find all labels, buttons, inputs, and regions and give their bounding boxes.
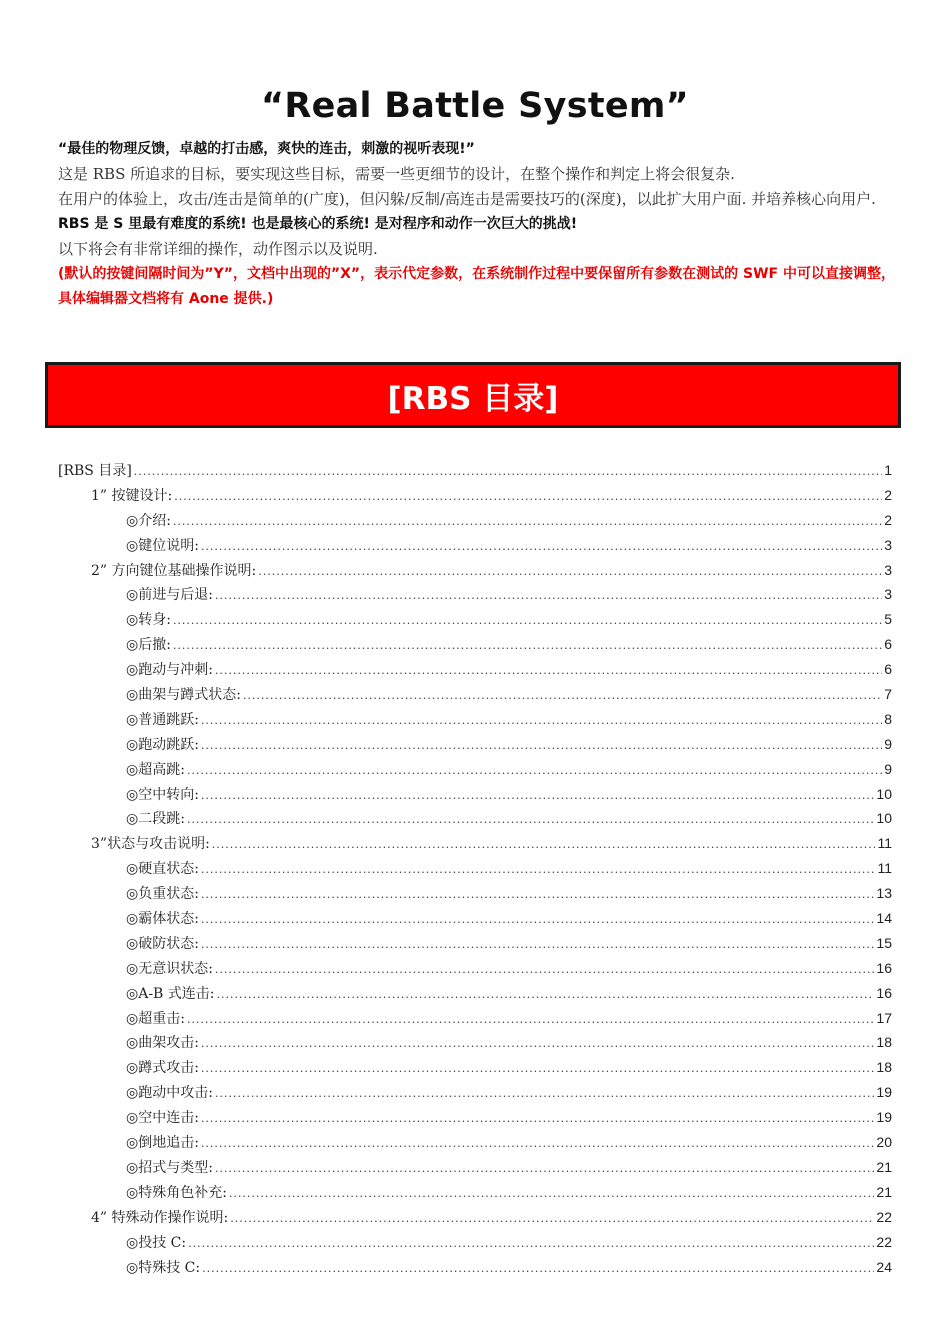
toc-leader: [134, 465, 882, 478]
toc-entry-label: ◎介绍:: [126, 512, 171, 529]
toc-entry-label: ◎硬直状态:: [126, 861, 199, 878]
toc-entry-label: [RBS 目录]: [58, 463, 132, 479]
toc-entry-label: ◎招式与类型:: [126, 1159, 213, 1176]
toc-leader: [187, 1013, 874, 1026]
toc-entry-page: 17: [876, 1009, 892, 1026]
toc-entry[interactable]: [58, 1232, 892, 1257]
toc-entry[interactable]: [58, 858, 892, 883]
toc-entry-page: 20: [876, 1134, 892, 1151]
toc-entry-page: 9: [884, 735, 892, 752]
toc-entry-page: 10: [876, 810, 892, 827]
toc-entry[interactable]: [58, 734, 892, 759]
toc-entry-page: 6: [884, 636, 892, 653]
toc-entry-page: 7: [884, 686, 892, 703]
toc-entry[interactable]: [58, 1182, 892, 1207]
toc-entry-page: 22: [876, 1233, 892, 1250]
toc-leader: [187, 813, 874, 826]
toc-entry[interactable]: [58, 933, 892, 958]
toc-entry-page: 16: [876, 984, 892, 1001]
toc-entry-page: 21: [876, 1183, 892, 1200]
toc-entry-label: ◎转身:: [126, 612, 171, 629]
toc-entry-label: ◎键位说明:: [126, 537, 199, 554]
toc-banner-title: [RBS 目录]: [387, 380, 559, 417]
toc-leader: [188, 1237, 874, 1250]
toc-leader: [173, 639, 882, 652]
toc-entry-page: 5: [884, 611, 892, 628]
toc-entry[interactable]: [58, 908, 892, 933]
toc-leader: [202, 1262, 874, 1275]
toc-entry-page: 22: [876, 1208, 892, 1225]
toc-entry-label: ◎普通跳跃:: [126, 711, 199, 728]
toc-entry-label: ◎特殊角色补充:: [126, 1184, 227, 1201]
toc-entry-label: ◎二段跳:: [126, 811, 185, 828]
intro-tagline: “最佳的物理反馈，卓越的打击感，爽快的连击，刺激的视听表现!”: [58, 141, 475, 157]
toc-leader: [201, 1112, 874, 1125]
toc-entry-label: ◎空中连击:: [126, 1110, 199, 1127]
toc-entry-label: ◎破防状态:: [126, 935, 199, 952]
toc-entry-label: ◎超高跳:: [126, 761, 185, 778]
toc-entry-page: 10: [876, 785, 892, 802]
toc-entry-page: 19: [876, 1109, 892, 1126]
toc-entry[interactable]: [58, 560, 892, 585]
toc-entry[interactable]: [58, 808, 892, 833]
toc-entry-label: ◎跑动与冲刺:: [126, 662, 213, 679]
toc-leader: [201, 938, 874, 951]
toc-entry[interactable]: [58, 983, 892, 1008]
toc-entry-page: 9: [884, 760, 892, 777]
toc-entry[interactable]: [58, 1032, 892, 1057]
toc-leader: [201, 789, 874, 802]
toc-entry[interactable]: [58, 584, 892, 609]
toc-leader: [201, 1037, 874, 1050]
toc-leader: [258, 565, 882, 578]
toc-leader: [201, 913, 874, 926]
toc-entry-label: 2” 方向键位基础操作说明:: [91, 562, 257, 579]
toc-entry-page: 18: [876, 1034, 892, 1051]
toc-entry[interactable]: [58, 784, 892, 809]
toc-entry-label: ◎跑动跳跃:: [126, 736, 199, 753]
toc-entry-page: 24: [876, 1258, 892, 1275]
toc-leader: [229, 1187, 874, 1200]
toc-entry-label: ◎负重状态:: [126, 886, 199, 903]
toc-entry[interactable]: [58, 1132, 892, 1157]
toc-entry-label: ◎投技 C:: [126, 1234, 187, 1251]
toc-entry[interactable]: [58, 1082, 892, 1107]
intro-line-2: 在用户的体验上，攻击/连击是简单的(广度)，但闪躲/反制/高连击是需要技巧的(深度)，以此扩大用户面. 并培养核心向用户.: [58, 190, 876, 208]
toc-entry[interactable]: [58, 1008, 892, 1033]
toc-entry-label: ◎空中转向:: [126, 786, 199, 803]
toc-entry-label: ◎霸体状态:: [126, 911, 199, 928]
toc-entry-label: ◎后撤:: [126, 637, 171, 654]
toc-leader: [173, 614, 882, 627]
toc-leader: [201, 863, 876, 876]
toc-entry-label: ◎超重击:: [126, 1010, 185, 1027]
toc-entry[interactable]: [58, 535, 892, 560]
toc-entry-label: ◎前进与后退:: [126, 587, 213, 604]
toc-leader: [215, 1162, 874, 1175]
table-of-contents: [58, 460, 892, 1281]
toc-leader: [215, 664, 882, 677]
toc-entry-page: 14: [876, 910, 892, 927]
toc-entry-page: 1: [884, 462, 892, 478]
toc-entry-page: 15: [876, 934, 892, 951]
toc-entry[interactable]: [58, 659, 892, 684]
toc-leader: [212, 838, 876, 851]
toc-entry-page: 21: [876, 1158, 892, 1175]
toc-entry-label: ◎跑动中攻击:: [126, 1085, 213, 1102]
toc-leader: [174, 490, 882, 503]
toc-entry[interactable]: [58, 883, 892, 908]
toc-leader: [201, 1137, 874, 1150]
toc-entry[interactable]: [58, 609, 892, 634]
toc-entry[interactable]: [58, 1257, 892, 1282]
toc-entry-page: 2: [884, 486, 892, 503]
intro-note: (默认的按键间隔时间为”Y”，文档中出现的”X”，表示代定参数，在系统制作过程中要保留所有参数在测试的 SWF 中可以直接调整，具体编辑器文档将有 Aone 提供.): [58, 266, 895, 307]
toc-entry-label: 1” 按键设计:: [91, 487, 173, 504]
toc-entry-label: ◎A-B 式连击:: [126, 985, 215, 1002]
intro-section: [58, 137, 898, 312]
toc-entry[interactable]: [58, 1107, 892, 1132]
toc-entry-label: ◎无意识状态:: [126, 960, 213, 977]
toc-leader: [201, 1062, 874, 1075]
toc-leader: [243, 689, 882, 702]
toc-entry-page: 2: [884, 511, 892, 528]
toc-leader: [187, 764, 882, 777]
toc-entry-label: ◎特殊技 C:: [126, 1259, 201, 1276]
toc-entry-page: 18: [876, 1059, 892, 1076]
toc-leader: [201, 714, 882, 727]
intro-line-4: 以下将会有非常详细的操作，动作图示以及说明.: [58, 240, 378, 258]
intro-line-3: RBS 是 S 里最有难度的系统! 也是最核心的系统! 是对程序和动作一次巨大的挑战!: [58, 216, 578, 232]
toc-entry-page: 11: [877, 835, 892, 852]
toc-entry[interactable]: [58, 958, 892, 983]
toc-entry[interactable]: [58, 485, 892, 510]
toc-leader: [217, 988, 875, 1001]
toc-leader: [201, 888, 874, 901]
toc-leader: [201, 540, 882, 553]
toc-entry-page: 3: [884, 586, 892, 603]
toc-entry-label: ◎倒地追击:: [126, 1135, 199, 1152]
toc-entry[interactable]: [58, 510, 892, 535]
toc-entry-label: ◎曲架攻击:: [126, 1035, 199, 1052]
toc-leader: [215, 589, 882, 602]
toc-entry[interactable]: [58, 684, 892, 709]
toc-leader: [201, 739, 882, 752]
toc-leader: [215, 1087, 874, 1100]
toc-entry-label: ◎曲架与蹲式状态:: [126, 687, 241, 704]
toc-leader: [230, 1212, 874, 1225]
toc-entry-label: ◎蹲式攻击:: [126, 1060, 199, 1077]
toc-entry[interactable]: [58, 1057, 892, 1082]
toc-entry-page: 19: [876, 1084, 892, 1101]
toc-entry[interactable]: [58, 759, 892, 784]
toc-entry-page: 3: [884, 536, 892, 553]
toc-entry-page: 8: [884, 710, 892, 727]
intro-line-1: 这是 RBS 所追求的目标，要实现这些目标，需要一些更细节的设计，在整个操作和判定上将会很复杂.: [58, 165, 735, 183]
toc-entry[interactable]: [58, 709, 892, 734]
toc-entry[interactable]: [58, 460, 892, 485]
toc-entry[interactable]: [58, 634, 892, 659]
toc-banner: [45, 362, 901, 428]
toc-entry[interactable]: [58, 833, 892, 858]
toc-entry-page: 13: [876, 885, 892, 902]
toc-entry[interactable]: [58, 1207, 892, 1232]
toc-entry-page: 3: [884, 561, 892, 578]
toc-entry-page: 11: [877, 860, 892, 877]
toc-entry-label: 4” 特殊动作操作说明:: [91, 1209, 229, 1226]
toc-entry[interactable]: [58, 1157, 892, 1182]
toc-leader: [215, 963, 874, 976]
toc-entry-label: 3”状态与攻击说明:: [91, 836, 210, 853]
toc-entry-page: 16: [876, 959, 892, 976]
document-title: “Real Battle System”: [261, 86, 689, 126]
toc-leader: [173, 515, 882, 528]
toc-entry-page: 6: [884, 661, 892, 678]
